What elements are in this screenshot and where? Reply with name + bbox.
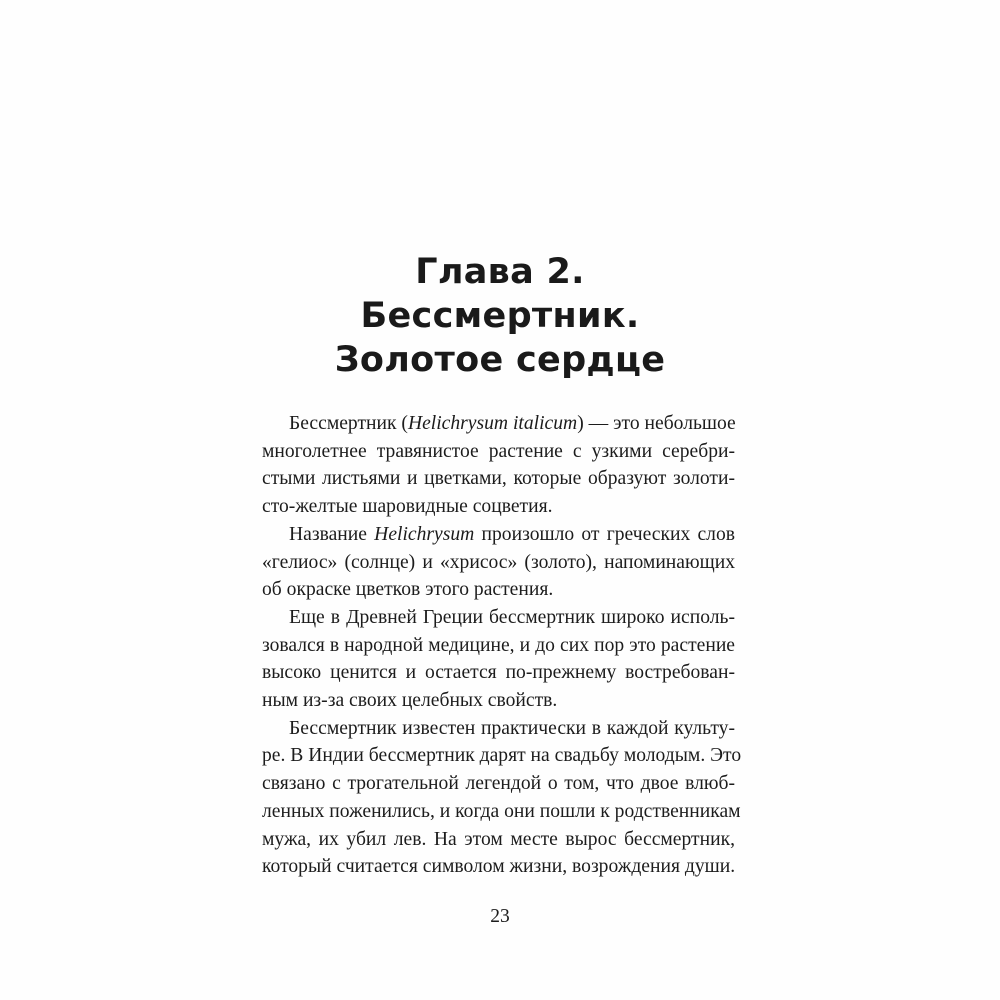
latin-name: Helichrysum italicum bbox=[407, 413, 578, 434]
body-text bbox=[262, 410, 742, 881]
text-run: ) — это небольшое bbox=[577, 413, 736, 434]
paragraph-3 bbox=[262, 604, 735, 715]
text-line: мужа, их убил лев. На этом месте вырос бессмертник, bbox=[262, 828, 735, 850]
text-line bbox=[262, 410, 735, 438]
chapter-title bbox=[260, 250, 740, 382]
text-line: стыми листьями и цветками, которые образуют золоти- bbox=[262, 468, 735, 490]
text-line: многолетнее травянистое растение с узкими серебри- bbox=[262, 440, 735, 462]
text-line: ным из-за своих целебных свойств. bbox=[262, 690, 558, 712]
text-line: высоко ценится и остается по-прежнему востребован- bbox=[262, 662, 735, 684]
latin-name: Helichrysum bbox=[374, 523, 475, 545]
text-line: об окраске цветков этого растения. bbox=[262, 579, 554, 601]
text-line: «гелиос» (солнце) и «хрисос» (золото), напоминающих bbox=[262, 551, 735, 573]
text-line: зовался в народной медицине, и до сих пор это растение bbox=[262, 634, 735, 656]
text-line: который считается символом жизни, возрождения души. bbox=[262, 856, 736, 878]
chapter-title-line-1: Глава 2. bbox=[415, 252, 585, 292]
text-line: ре. В Индии бессмертник дарят на свадьбу молодым. Это bbox=[262, 745, 742, 767]
text-line: связано с трогательной легендой о том, что двое влюб- bbox=[262, 773, 735, 795]
text-line bbox=[262, 521, 735, 549]
text-run: Бессмертник ( bbox=[289, 413, 408, 434]
chapter-title-line-3: Золотое сердце bbox=[334, 340, 666, 380]
text-line: сто-желтые шаровидные соцветия. bbox=[262, 496, 553, 518]
text-line: Еще в Древней Греции бессмертник широко исполь- bbox=[289, 606, 735, 628]
text-line: Бессмертник известен практически в каждой культу- bbox=[289, 717, 735, 739]
page-number: 23 bbox=[490, 906, 510, 927]
text-run: Название bbox=[289, 523, 375, 545]
text-line: ленных поженились, и когда они пошли к родственникам bbox=[262, 800, 741, 822]
paragraph-1 bbox=[262, 410, 735, 521]
chapter-title-line-2: Бессмертник. bbox=[360, 296, 640, 336]
paragraph-2 bbox=[262, 521, 735, 604]
text-run: произошло от греческих слов bbox=[474, 523, 736, 545]
paragraph-4 bbox=[262, 715, 742, 881]
